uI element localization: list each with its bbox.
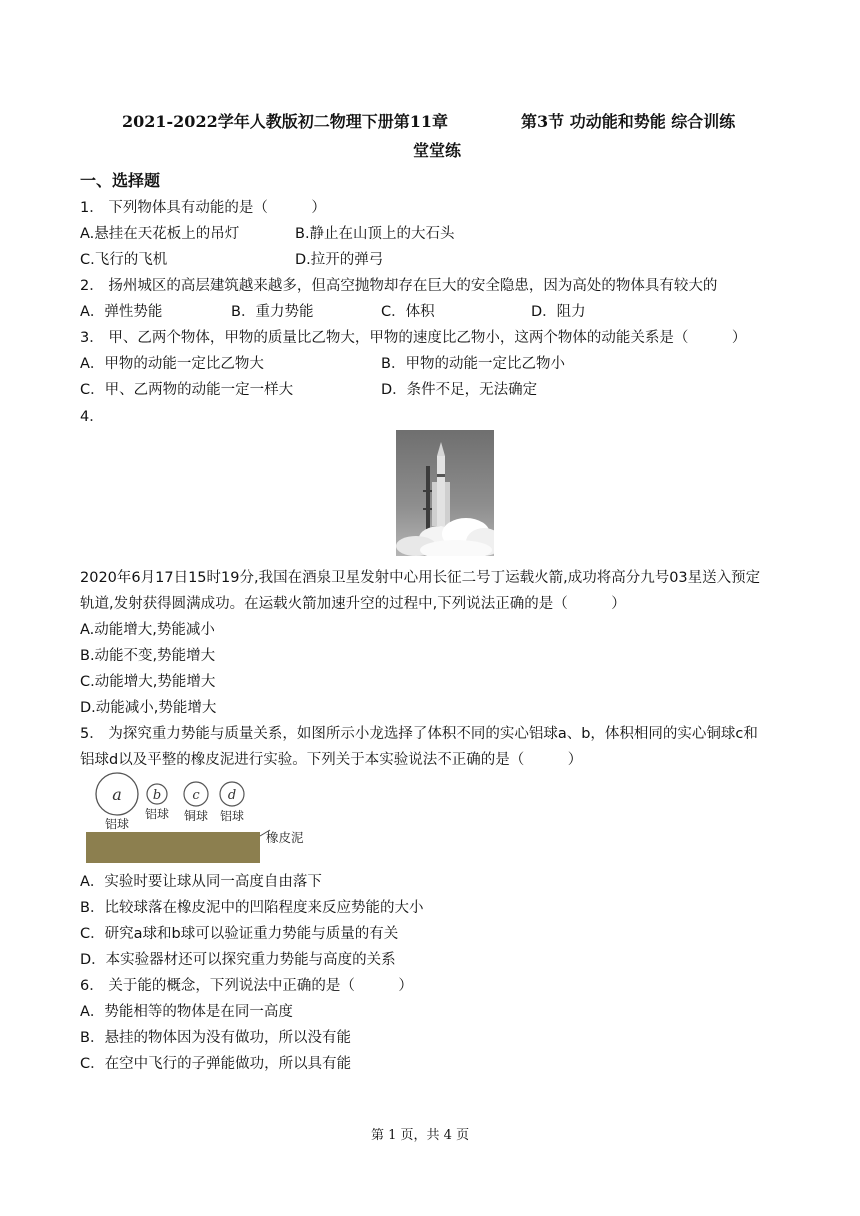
q4-option-c: C.动能增大,势能增大: [80, 674, 216, 690]
ball-a-label: 铝球: [104, 817, 130, 831]
title-line2: 堂堂练: [413, 141, 462, 160]
q3-option-d: D．条件不足，无法确定: [381, 382, 538, 398]
q2-stem: 2． 扬州城区的高层建筑越来越多，但高空抛物却存在巨大的安全隐患，因为高处的物体具有较大的: [80, 278, 718, 294]
ball-a-letter: a: [112, 785, 122, 804]
ball-c-label: 铜球: [183, 809, 209, 823]
q3-stem: 3． 甲、乙两个物体，甲物的质量比乙物大，甲物的速度比乙物小，这两个物体的动能关系是（ ）: [80, 330, 747, 346]
q3-option-b: B．甲物的动能一定比乙物小: [381, 356, 565, 372]
q2-option-b: B．重力势能: [231, 304, 314, 320]
title-right: 第3节 功动能和势能 综合训练: [521, 112, 736, 131]
q6-option-a: A．势能相等的物体是在同一高度: [80, 1004, 293, 1020]
q5-option-c: C．研究a球和b球可以验证重力势能与质量的有关: [80, 926, 399, 942]
q5-option-a: A．实验时要让球从同一高度自由落下: [80, 874, 322, 890]
section-heading: 一、选择题: [80, 171, 161, 190]
q4-option-a: A.动能增大,势能减小: [80, 622, 215, 638]
q4-option-b: B.动能不变,势能增大: [80, 648, 216, 664]
q4-stem-line1: 2020年6月17日15时19分,我国在酒泉卫星发射中心用长征二号丁运载火箭,成功将高分九号03星送入预定: [80, 570, 761, 586]
q4-stem-line2: 轨道,发射获得圆满成功。在运载火箭加速升空的过程中,下列说法正确的是（ ）: [80, 596, 626, 612]
rocket-launch-photo: [396, 430, 494, 556]
q1-option-d: D.拉开的弹弓: [295, 252, 384, 268]
page-footer: 第 1 页，共 4 页: [371, 1128, 470, 1143]
rocket-icon: [396, 430, 494, 556]
q1-option-a: A.悬挂在天花板上的吊灯: [80, 226, 240, 242]
ball-b-letter: b: [152, 788, 162, 803]
q6-option-c: C．在空中飞行的子弹能做功，所以具有能: [80, 1056, 352, 1072]
q5-stem-line2: 铝球d以及平整的橡皮泥进行实验。下列关于本实验说法不正确的是（ ）: [80, 752, 583, 768]
ball-d-label: 铝球: [219, 809, 245, 823]
q1-option-b: B.静止在山顶上的大石头: [295, 226, 455, 242]
title-left: 2021-2022学年人教版初二物理下册第11章: [122, 112, 448, 131]
ball-c-letter: c: [192, 788, 200, 803]
q2-option-c: C．体积: [381, 304, 435, 320]
q1-option-c: C.飞行的飞机: [80, 252, 168, 268]
q3-option-a: A．甲物的动能一定比乙物大: [80, 356, 264, 372]
q5-stem-line1: 5． 为探究重力势能与质量关系，如图所示小龙选择了体积不同的实心铝球a、b，体积相同的实心铜球c和: [80, 726, 758, 742]
q1-stem: 1． 下列物体具有动能的是（ ）: [80, 200, 326, 216]
q2-option-d: D．阻力: [531, 304, 586, 320]
q6-stem: 6． 关于能的概念，下列说法中正确的是（ ）: [80, 978, 413, 994]
q3-option-c: C．甲、乙两物的动能一定一样大: [80, 382, 294, 398]
q5-figure: [80, 772, 380, 868]
q2-option-a: A．弹性势能: [80, 304, 163, 320]
q5-option-b: B．比较球落在橡皮泥中的凹陷程度来反应势能的大小: [80, 900, 424, 916]
q5-option-d: D．本实验器材还可以探究重力势能与高度的关系: [80, 952, 396, 968]
q6-option-b: B．悬挂的物体因为没有做功，所以没有能: [80, 1030, 351, 1046]
clay-block: [86, 832, 260, 863]
ball-d-letter: d: [227, 788, 237, 803]
q4-number: 4．: [80, 409, 104, 425]
clay-label: 橡皮泥: [266, 830, 304, 845]
ball-b-label: 铝球: [144, 807, 170, 821]
q4-option-d: D.动能减小,势能增大: [80, 700, 217, 716]
